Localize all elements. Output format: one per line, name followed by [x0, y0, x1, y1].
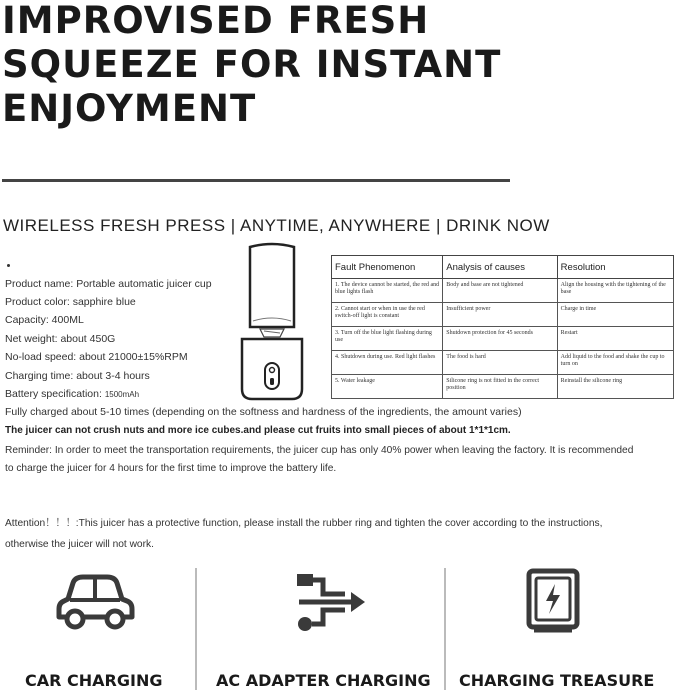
spec-net-weight: Net weight: about 450G	[5, 333, 116, 345]
spec-capacity: Capacity: 400ML	[5, 314, 84, 326]
fault-cell: 2. Cannot start or when in use the red switch-off light is constant	[332, 303, 443, 327]
resolution-cell: Add liquid to the food and shake the cup to turn on	[557, 351, 673, 375]
juicer-illustration	[236, 241, 308, 405]
header-fault: Fault Phenomenon	[332, 256, 443, 279]
note-warning: The juicer can not crush nuts and more ice cubes.and please cut fruits into small pieces of about 1*1*1cm.	[5, 425, 511, 436]
fault-cell: 3. Turn off the blue light flashing during use	[332, 327, 443, 351]
table-row	[332, 327, 674, 351]
fault-table	[331, 255, 674, 399]
divider-left	[195, 568, 197, 690]
cause-cell: Insufficient power	[443, 303, 557, 327]
fault-cell: 5. Water leakage	[332, 375, 443, 399]
note-attention-line1: Attention！！！:This juicer has a protective function, please install the rubber ring and tighten the cover according to the instructions,	[5, 518, 603, 529]
note-attention-line2: otherwise the juicer will not work.	[5, 539, 154, 550]
spec-speed: No-load speed: about 21000±15%RPM	[5, 351, 188, 363]
charging-treasure-label: CHARGING TREASURE	[459, 671, 655, 690]
ac-adapter-charging-label: AC ADAPTER CHARGING	[216, 671, 431, 690]
title-divider	[2, 179, 510, 182]
fault-cell: 4. Shutdown during use. Red light flashes	[332, 351, 443, 375]
resolution-cell: Charge in time	[557, 303, 673, 327]
resolution-cell: Reinstall the silicone ring	[557, 375, 673, 399]
battery-label: Battery specification:	[5, 388, 102, 400]
cause-cell: Silicone ring is not fitted in the correct position	[443, 375, 557, 399]
cause-cell: Body and base are not tightened	[443, 279, 557, 303]
note-reminder-line2: to charge the juicer for 4 hours for the first time to improve the battery life.	[5, 463, 337, 474]
divider-right	[444, 568, 446, 690]
bullet-dot	[7, 264, 10, 267]
spec-battery	[5, 389, 139, 400]
battery-value: 1500mAh	[104, 390, 140, 399]
note-reminder-line1: Reminder: In order to meet the transportation requirements, the juicer cup has only 40% power when leaving the factory. It is recommended	[5, 445, 634, 456]
usb-icon	[295, 572, 373, 632]
table-row	[332, 351, 674, 375]
title-line-1: IMPROVISED FRESH	[2, 0, 430, 42]
car-icon	[55, 573, 135, 631]
title-line-3: ENJOYMENT	[2, 87, 257, 130]
fault-cell: 1. The device cannot be started, the red and blue lights flash	[332, 279, 443, 303]
fault-table-header	[332, 256, 674, 279]
cause-cell: Shutdown protection for 45 seconds	[443, 327, 557, 351]
note-charge-times: Fully charged about 5-10 times (depending on the softness and hardness of the ingredients, the amount varies)	[5, 406, 522, 418]
resolution-cell: Restart	[557, 327, 673, 351]
power-bank-icon	[526, 568, 580, 634]
car-charging-label: CAR CHARGING	[25, 671, 163, 690]
spec-product-name: Product name: Portable automatic juicer cup	[5, 278, 212, 290]
spec-charging-time: Charging time: about 3-4 hours	[5, 370, 150, 382]
title-line-2: SQUEEZE FOR INSTANT	[2, 43, 502, 86]
table-row	[332, 303, 674, 327]
subtitle: WIRELESS FRESH PRESS | ANYTIME, ANYWHERE | DRINK NOW	[3, 216, 550, 235]
table-row	[332, 375, 674, 399]
header-resolution: Resolution	[557, 256, 673, 279]
table-row	[332, 279, 674, 303]
spec-product-color: Product color: sapphire blue	[5, 296, 136, 308]
header-causes: Analysis of causes	[443, 256, 557, 279]
resolution-cell: Align the housing with the tightening of the base	[557, 279, 673, 303]
cause-cell: The food is hard	[443, 351, 557, 375]
